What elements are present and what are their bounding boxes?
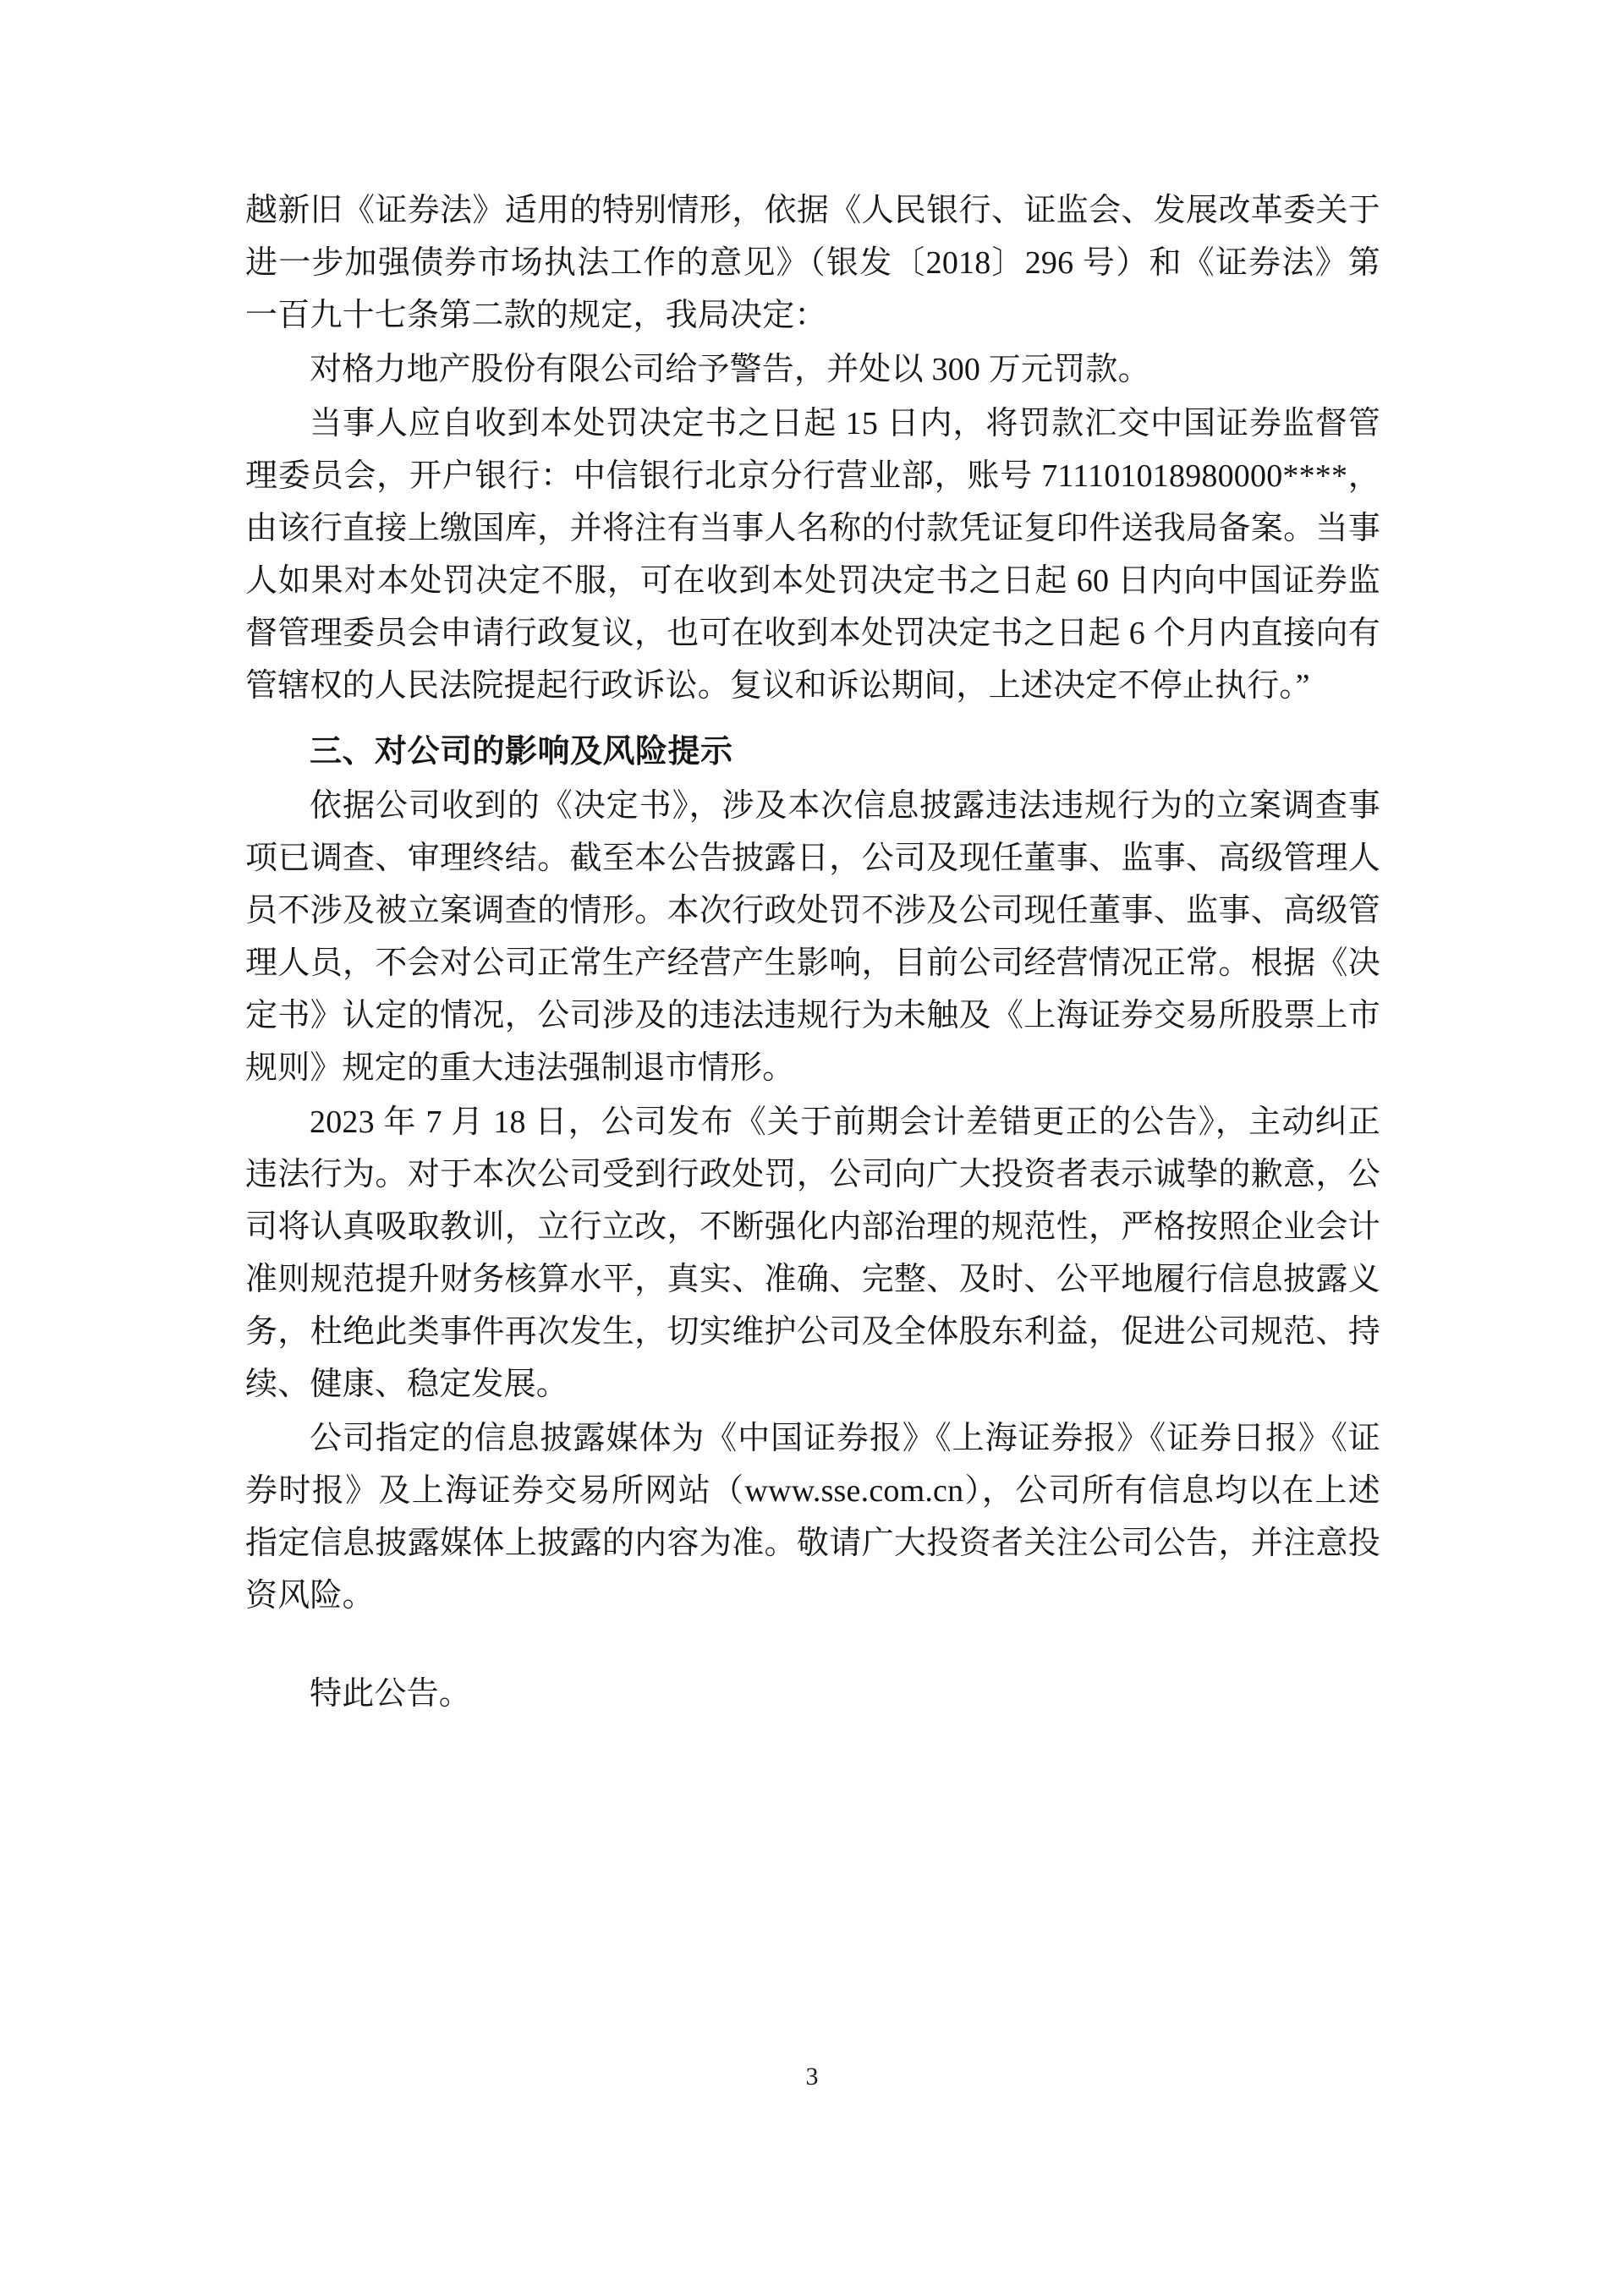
page-number: 3 (805, 2063, 819, 2091)
paragraph-continuation-penalty-basis: 越新旧《证券法》适用的特别情形，依据《人民银行、证监会、发展改革委关于进一步加强债券市场执法工作的意见》（银发〔2018〕296 号）和《证券法》第一百九十七条第二款的规定，我局决定： (245, 193, 1380, 333)
section-heading-impact-and-risk: 三、对公司的影响及风险提示 (310, 734, 733, 770)
paragraph-gap (245, 712, 1380, 726)
paragraph-payment-and-appeal-instructions: 当事人应自收到本处罚决定书之日起 15 日内，将罚款汇交中国证券监督管理委员会，开户银行：中信银行北京分行营业部，账号 711101018980000****，由该行直接上缴国库，并将注有当事人名称的付款凭证复印件送我局备案。当事人如果对本处罚决定不服，可在收到本处罚决定书之日起 60 日内向中国证券监督管理委员会申请行政复议，也可在收到本处罚决定书之日起 6 个月内直接向有管辖权的人民法院提起行政诉讼。复议和诉讼期间，上述决定不停止执行。” (245, 406, 1380, 704)
document-body (245, 184, 1380, 1720)
paragraph-investigation-status: 依据公司收到的《决定书》，涉及本次信息披露违法违规行为的立案调查事项已调查、审理终结。截至本公告披露日，公司及现任董事、监事、高级管理人员不涉及被立案调查的情形。本次行政处罚不涉及公司现任董事、监事、高级管理人员，不会对公司正常生产经营产生影响，目前公司经营情况正常。根据《决定书》认定的情况，公司涉及的违法违规行为未触及《上海证券交易所股票上市规则》规定的重大违法强制退市情形。 (245, 788, 1380, 1086)
paragraph-correction-and-apology: 2023 年 7 月 18 日，公司发布《关于前期会计差错更正的公告》，主动纠正违法行为。对于本次公司受到行政处罚，公司向广大投资者表示诚挚的歉意，公司将认真吸取教训，立行立改，不断强化内部治理的规范性，严格按照企业会计准则规范提升财务核算水平，真实、准确、完整、及时、公平地履行信息披露义务，杜绝此类事件再次发生，切实维护公司及全体股东利益，促进公司规范、持续、健康、稳定发展。 (245, 1104, 1380, 1402)
paragraph-designated-disclosure-media: 公司指定的信息披露媒体为《中国证券报》《上海证券报》《证券日报》《证券时报》及上海证券交易所网站（www.sse.com.cn），公司所有信息均以在上述指定信息披露媒体上披露的内容为准。敬请广大投资者关注公司公告，并注意投资风险。 (245, 1421, 1380, 1614)
paragraph-penalty-decision: 对格力地产股份有限公司给予警告，并处以 300 万元罚款。 (310, 352, 1150, 387)
paragraph-gap (245, 1622, 1380, 1668)
paragraph-closing-notice: 特此公告。 (310, 1676, 472, 1712)
